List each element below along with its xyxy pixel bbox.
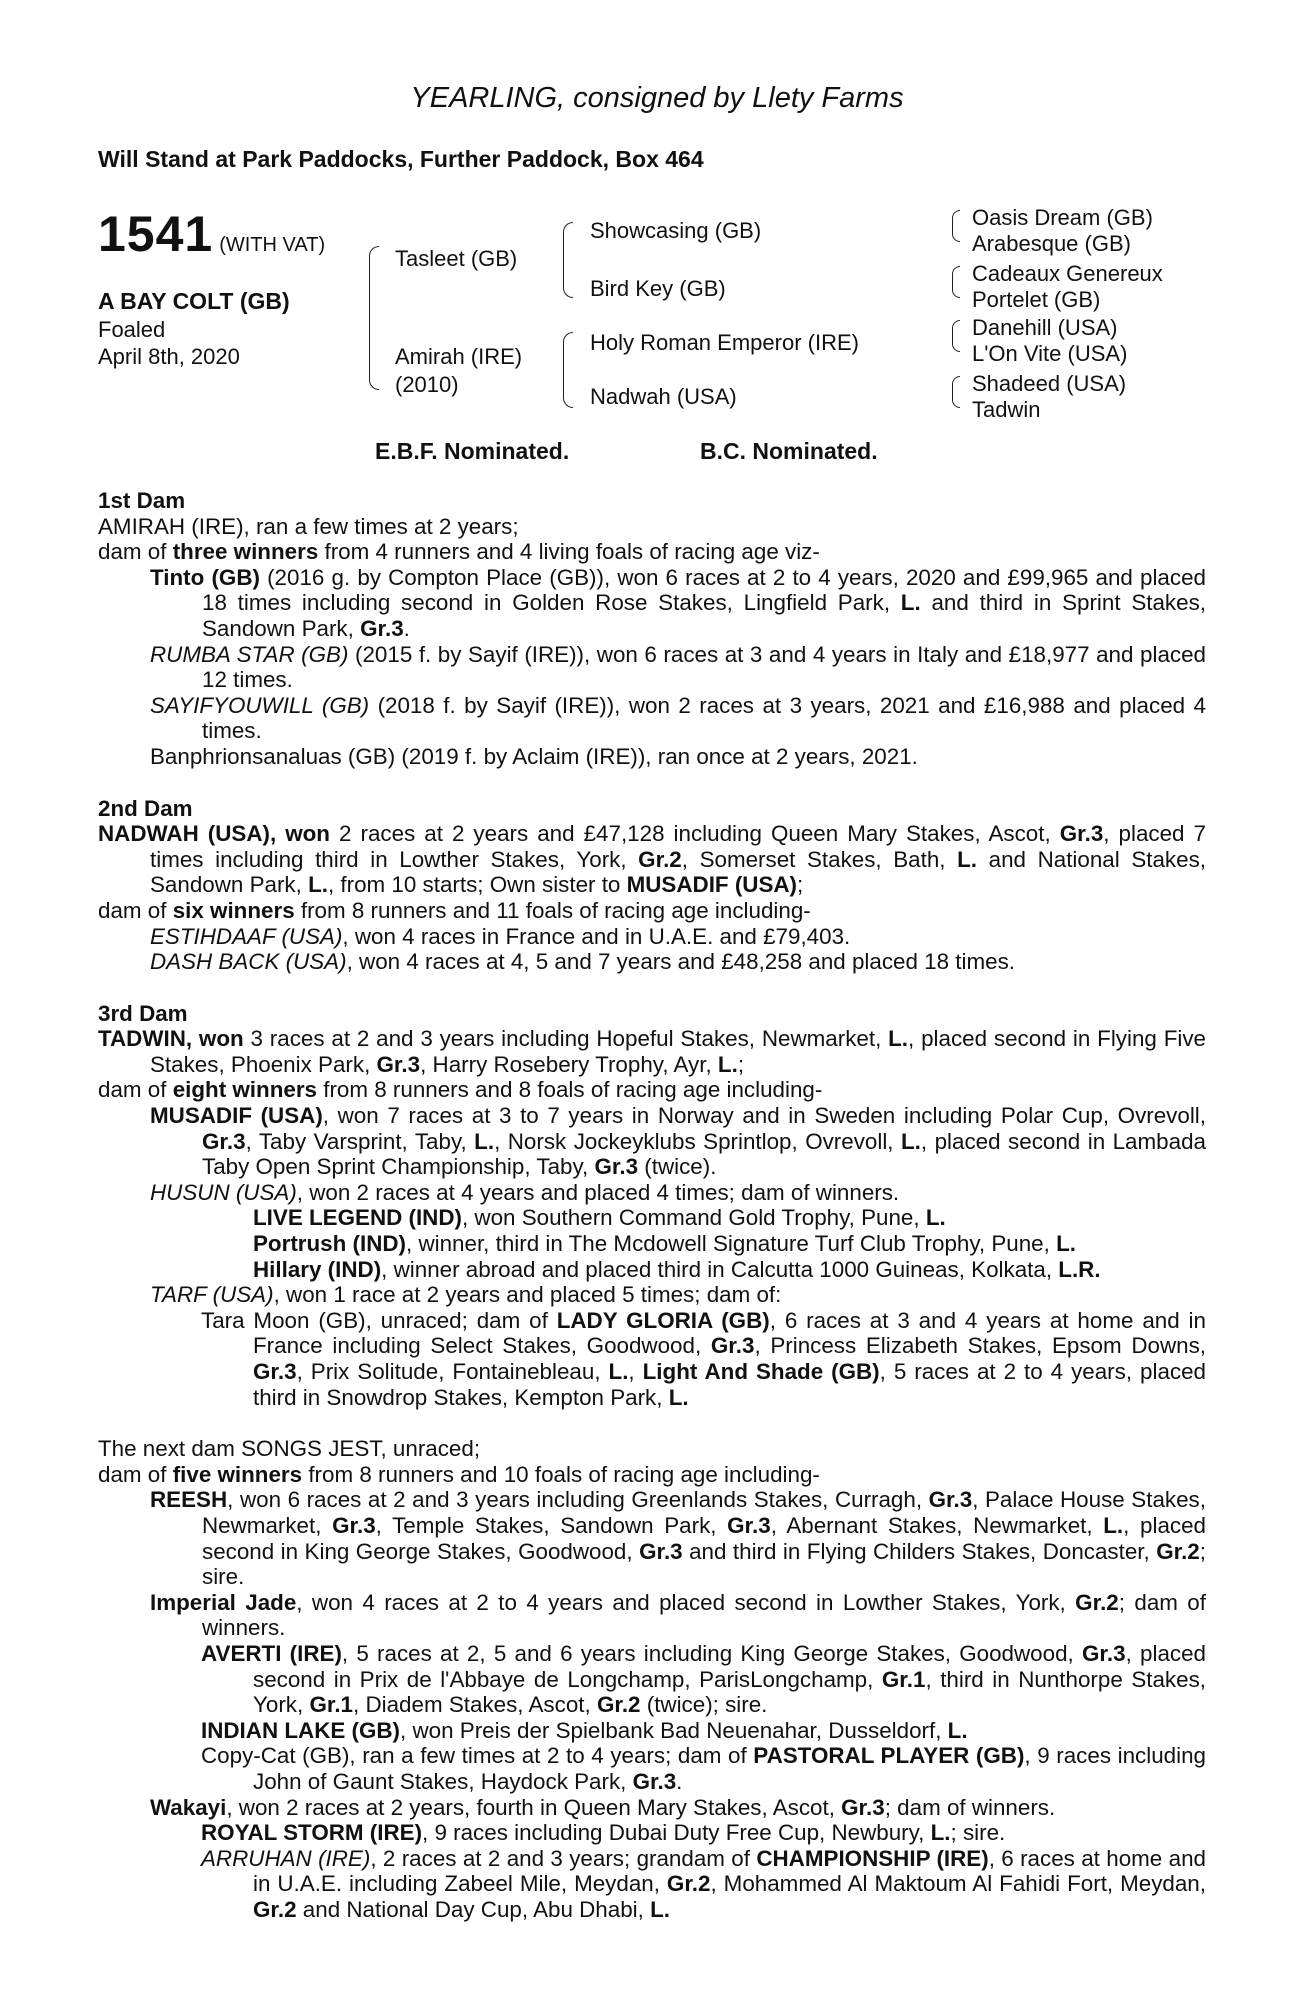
progeny-indian-lake: INDIAN LAKE (GB), won Preis der Spielbank Bad Neuenahar, Dusseldorf, L. [201,1717,968,1743]
progeny-estihdaaf: ESTIHDAAF (USA), won 4 races in France and in U.A.E. and £79,403. [150,923,851,949]
sd-dam: Portelet (GB) [972,287,1101,312]
pedigree-brace-7 [952,376,960,408]
progeny-live-legend: LIVE LEGEND (IND), won Southern Command Gold Trophy, Pune, L. [253,1205,946,1231]
pedigree-brace-1 [369,246,379,390]
ds-sire: Danehill (USA) [972,315,1118,340]
progeny-arruhan: ARRUHAN (IRE), 2 races at 2 and 3 years; grandam of CHAMPIONSHIP (IRE), 6 races at home and in U.A.E. including Zabeel Mile, Meydan, Gr.2, Mohammed Al Maktoum Al Fahidi Fort, Meydan, Gr.2 and National Day Cup, Abu Dhabi, L. [201,1845,1206,1922]
horse-description: A BAY COLT (GB) [98,288,290,314]
progeny-husun: HUSUN (USA), won 2 races at 4 years and placed 4 times; dam of winners. [150,1179,900,1205]
dam-sire: Holy Roman Emperor (IRE) [590,330,859,355]
progeny-tara-moon: Tara Moon (GB), unraced; dam of LADY GLORIA (GB), 6 races at 3 and 4 years at home and in France including Select Stakes, Goodwood, Gr.3, Princess Elizabeth Stakes, Epsom Downs, Gr.3, Prix Solitude, Fontainebleau, L., Light And Shade (GB), 5 races at 2 to 4 years, placed third in Snowdrop Stakes, Kempton Park, L. [201,1307,1206,1410]
progeny-tarf: TARF (USA), won 1 race at 2 years and placed 5 times; dam of: [150,1282,782,1308]
second-dam-heading: 2nd Dam [98,795,193,821]
second-dam-summary: dam of six winners from 8 runners and 11 foals of racing age including- [98,897,811,923]
progeny-tinto: Tinto (GB) (2016 g. by Compton Place (GB)), won 6 races at 2 to 4 years, 2020 and £99,965 and placed 18 times including second in Golden Rose Stakes, Lingfield Park, L. and third in Sprint Stakes, Sandown Park, Gr.3. [150,564,1206,641]
lot-number: 1541 [98,206,214,262]
first-dam-intro: AMIRAH (IRE), ran a few times at 2 years; [98,513,519,539]
sire-sire: Showcasing (GB) [590,218,762,243]
progeny-banphrionsanaluas: Banphrionsanaluas (GB) (2019 f. by Aclaim (IRE)), ran once at 2 years, 2021. [150,743,918,769]
pedigree-brace-6 [952,320,960,352]
dd-sire: Shadeed (USA) [972,371,1127,396]
progeny-wakayi: Wakayi, won 2 races at 2 years, fourth in Queen Mary Stakes, Ascot, Gr.3; dam of winners. [150,1794,1056,1820]
progeny-dash-back: DASH BACK (USA), won 4 races at 4, 5 and 7 years and £48,258 and placed 18 times. [150,949,1016,975]
next-dam-intro: The next dam SONGS JEST, unraced; [98,1436,481,1462]
pedigree-brace-3 [563,332,573,408]
progeny-averti: AVERTI (IRE), 5 races at 2, 5 and 6 years including King George Stakes, Goodwood, Gr.3, placed second in Prix de l'Abbaye de Longchamp, ParisLongchamp, Gr.1, third in Nunthorpe Stakes, York, Gr.1, Diadem Stakes, Ascot, Gr.2 (twice); sire. [201,1640,1206,1718]
ebf-nominated: E.B.F. Nominated. [375,438,570,464]
foaled-date: Foaled April 8th, 2020 [98,317,240,369]
progeny-imperial-jade: Imperial Jade, won 4 races at 2 to 4 years and placed second in Lowther Stakes, York, Gr.2; dam of winners. [150,1589,1206,1641]
dam-year: (2010) [395,372,459,397]
second-dam-record: NADWAH (USA), won 2 races at 2 years and £47,128 including Queen Mary Stakes, Ascot, Gr.3, placed 7 times including third in Lowther Stakes, York, Gr.2, Somerset Stakes, Bath, L. and National Stakes, Sandown Park, L., from 10 starts; Own sister to MUSADIF (USA); [98,821,1206,898]
progeny-reesh: REESH, won 6 races at 2 and 3 years including Greenlands Stakes, Curragh, Gr.3, Palace House Stakes, Newmarket, Gr.3, Temple Stakes, Sandown Park, Gr.3, Abernant Stakes, Newmarket, L., placed second in King George Stakes, Goodwood, Gr.3 and third in Flying Childers Stakes, Doncaster, Gr.2; sire. [150,1487,1206,1590]
progeny-royal-storm: ROYAL STORM (IRE), 9 races including Dubai Duty Free Cup, Newbury, L.; sire. [201,1820,1006,1846]
pedigree-brace-2 [563,222,573,298]
ss-dam: Arabesque (GB) [972,231,1131,256]
next-dam-summary: dam of five winners from 8 runners and 10 foals of racing age including- [98,1461,820,1487]
dd-dam: Tadwin [972,397,1041,422]
progeny-portrush: Portrush (IND), winner, third in The Mcdowell Signature Turf Club Trophy, Pune, L. [253,1231,1076,1257]
first-dam-heading: 1st Dam [98,488,186,513]
stand-location: Will Stand at Park Paddocks, Further Paddock, Box 464 [98,146,704,172]
progeny-rumba-star: RUMBA STAR (GB) (2015 f. by Sayif (IRE)), won 6 races at 3 and 4 years in Italy and £18,977 and placed 12 times. [150,641,1206,693]
lot-block [98,205,325,263]
vat-label: (WITH VAT) [219,234,326,256]
sire-dam: Bird Key (GB) [590,276,726,301]
bc-nominated: B.C. Nominated. [700,438,878,464]
page-title: YEARLING, consigned by Llety Farms [410,82,904,114]
progeny-copy-cat: Copy-Cat (GB), ran a few times at 2 to 4 years; dam of PASTORAL PLAYER (GB), 9 races including John of Gaunt Stakes, Haydock Park, Gr.3. [201,1743,1206,1794]
pedigree-brace-4 [952,210,960,242]
catalogue-body [98,488,1206,1922]
ds-dam: L'On Vite (USA) [972,341,1128,366]
pedigree-brace-5 [952,266,960,298]
ss-sire: Oasis Dream (GB) [972,205,1153,230]
sd-sire: Cadeaux Genereux [972,261,1163,286]
progeny-hillary: Hillary (IND), winner abroad and placed third in Calcutta 1000 Guineas, Kolkata, L.R. [253,1256,1101,1282]
sire: Tasleet (GB) [395,246,518,271]
dam: Amirah (IRE) [395,344,523,369]
third-dam-record: TADWIN, won 3 races at 2 and 3 years including Hopeful Stakes, Newmarket, L., placed second in Flying Five Stakes, Phoenix Park, Gr.3, Harry Rosebery Trophy, Ayr, L.; [98,1026,1206,1077]
first-dam-summary: dam of three winners from 4 runners and 4 living foals of racing age viz- [98,539,820,565]
progeny-sayifyouwill: SAYIFYOUWILL (GB) (2018 f. by Sayif (IRE)), won 2 races at 3 years, 2021 and £16,988 and placed 4 times. [150,692,1206,744]
third-dam-summary: dam of eight winners from 8 runners and 8 foals of racing age including- [98,1077,823,1103]
dam-dam: Nadwah (USA) [590,384,737,409]
progeny-musadif: MUSADIF (USA), won 7 races at 3 to 7 years in Norway and in Sweden including Polar Cup, Ovrevoll, Gr.3, Taby Varsprint, Taby, L., Norsk Jockeyklubs Sprintlop, Ovrevoll, L., placed second in Lambada Taby Open Sprint Championship, Taby, Gr.3 (twice). [150,1103,1206,1180]
third-dam-heading: 3rd Dam [98,1000,188,1026]
